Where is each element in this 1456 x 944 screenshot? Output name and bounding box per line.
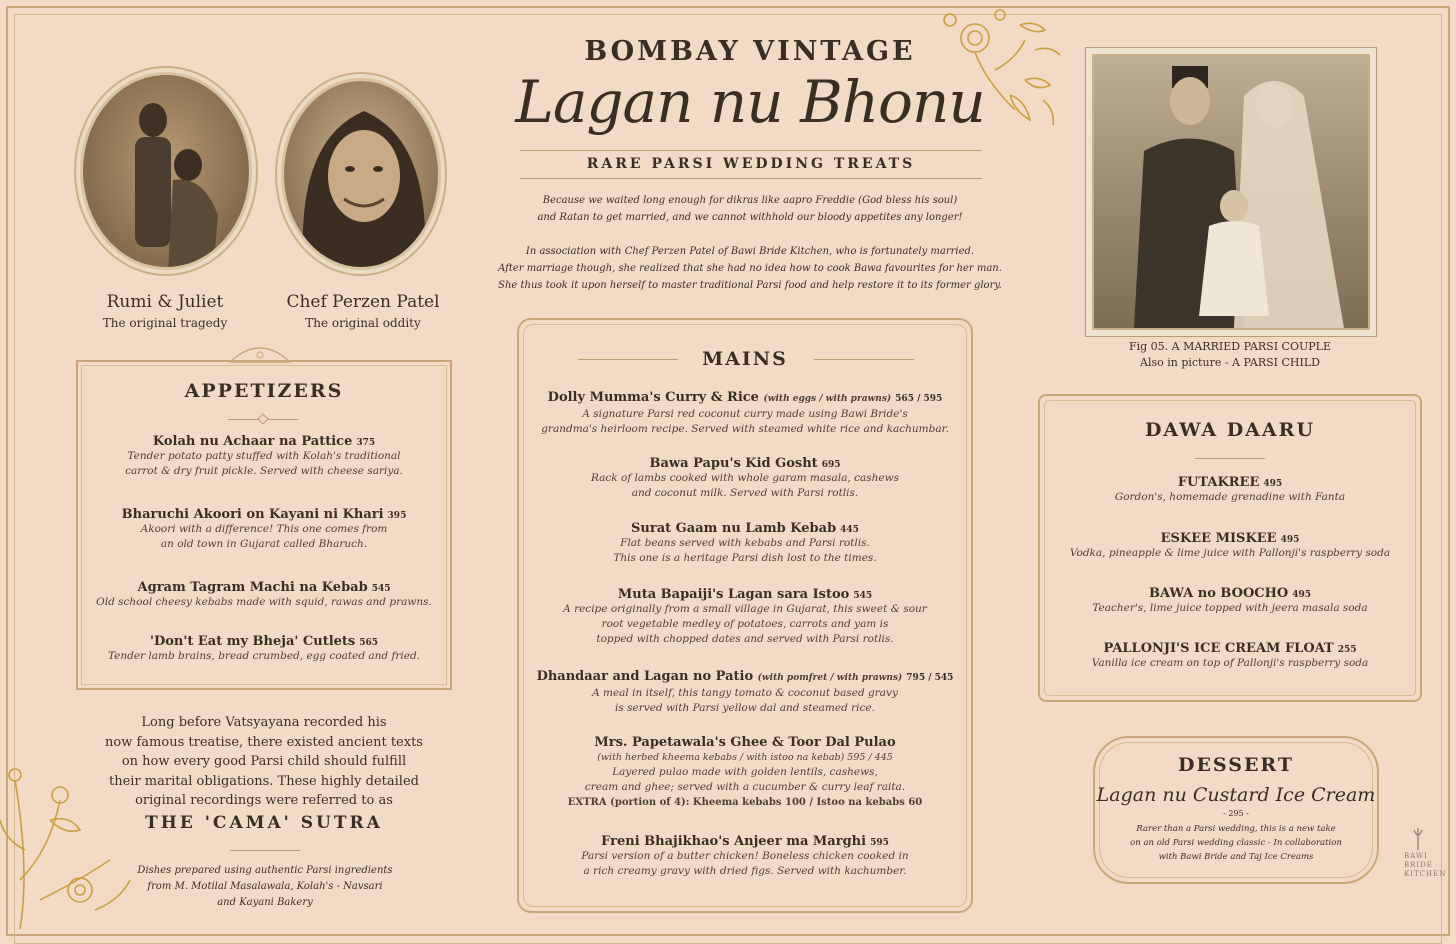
item-price: 375 [356,438,376,448]
item-description: Old school cheesy kebabs made with squid, rawas and prawns. [96,596,432,608]
item-description: Vodka, pineapple & lime juice with Pallonji's raspberry soda [1069,547,1391,559]
item-description: A signature Parsi red coconut curry made using Bawi Bride's [582,408,908,420]
portrait-caption: The original oddity [305,316,421,330]
photo-caption: Fig 05. A MARRIED PARSI COUPLE [1128,340,1332,353]
item-extra: EXTRA (portion of 4): Kheema kebabs 100 / Istoo na kebabs 60 [567,797,923,808]
item-price: 565 / 595 [895,394,943,404]
item-name: FUTAKREE [1177,475,1260,490]
item-description: This one is a heritage Parsi dish lost to the times. [613,552,877,564]
text-line: Dishes prepared using authentic Parsi ingredients [137,865,393,876]
cama-sutra-text [80,713,448,811]
item-description: Akoori with a difference! This one comes from [140,523,388,535]
item-price: 695 [821,460,841,470]
whisk-icon [1408,826,1428,852]
item-name: 'Don't Eat my Bheja' Cutlets [149,634,356,649]
logo-text: KITCHEN [1404,870,1447,878]
dessert-price: - 295 - [1223,809,1249,818]
parsi-couple-photo [1092,54,1370,330]
drink-item [1044,475,1416,505]
text-line: on an old Parsi wedding classic - In collaboration [1130,838,1342,848]
text-line: now famous treatise, there existed ancient texts [105,734,423,750]
item-price: 565 [359,638,379,648]
item-name: Bharuchi Akoori on Kayani ni Khari [121,507,384,522]
bawi-bride-logo [1404,826,1452,879]
item-description: Parsi version of a butter chicken! Boneless chicken cooked in [581,850,909,862]
item-description: an old town in Gujarat called Bharuch. [160,538,368,550]
text-line: Rarer than a Parsi wedding, this is a new take [1136,824,1336,834]
item-name: Dolly Mumma's Curry & Rice [547,390,759,405]
drink-item [1044,531,1416,561]
item-option: (with herbed kheema kebabs / with istoo na kebab) 595 / 445 [597,752,893,763]
item-price: 445 [840,525,859,535]
item-description: and coconut milk. Served with Parsi rotlis. [631,487,859,499]
intro-line: After marriage though, she realized that she had no idea how to cook Bawa favourites for her man. [498,263,1002,274]
intro-line: Because we waited long enough for dikras like aapro Freddie (God bless his soul) [542,195,958,206]
menu-item [525,735,965,810]
menu-item [525,456,965,501]
item-option: (with pomfret / with prawns) [757,673,903,683]
portrait-rumi-juliet [80,72,252,270]
divider [520,178,982,179]
item-name: BAWA no BOOCHO [1148,586,1289,601]
item-name: Dhandaar and Lagan no Patio [536,669,754,684]
text-line: and Kayani Bakery [217,897,313,908]
item-name: Surat Gaam nu Lamb Kebab [631,521,837,536]
portrait-name: Rumi & Juliet [106,292,224,312]
item-name: ESKEE MISKEE [1160,531,1277,546]
menu-item [525,587,965,647]
text-line: original recordings were referred to as [135,793,393,808]
logo-text: BAWI [1404,852,1428,860]
intro-text [460,192,1040,226]
item-description: Teacher's, lime juice topped with jeera masala soda [1092,602,1368,614]
item-description: topped with chopped dates and served with Parsi rotlis. [596,633,894,645]
intro-line: In association with Chef Perzen Patel of Bawi Bride Kitchen, who is fortunately married. [525,246,975,257]
section-title: DAWA DAARU [1144,419,1316,441]
item-name: Kolah nu Achaar na Pattice [152,434,353,449]
text-line: Long before Vatsyayana recorded his [141,715,387,730]
dessert-name: Lagan nu Custard Ice Cream [1096,784,1376,806]
item-name: Agram Tagram Machi na Kebab [137,580,368,595]
menu-item [525,834,965,879]
menu-item [82,580,446,610]
item-description: root vegetable medley of potatoes, carrots and yam is [601,618,889,630]
text-line: on how every good Parsi child should fulfill [121,754,407,769]
item-description: Rack of lambs cooked with whole garam masala, cashews [591,472,899,484]
item-description: grandma's heirloom recipe. Served with steamed white rice and kachumbar. [541,423,949,435]
menu-item [82,634,446,664]
logo-text: BRIDE [1404,861,1433,869]
item-description: Tender potato patty stuffed with Kolah's traditional [127,450,401,462]
menu-item [82,507,446,552]
item-description: cream and ghee; served with a cucumber & curry leaf raita. [584,781,906,793]
item-description: A meal in itself, this tangy tomato & coconut based gravy [592,687,898,699]
item-price: 255 [1337,645,1357,655]
item-option: (with eggs / with prawns) [763,394,892,404]
item-price: 495 [1292,590,1312,600]
item-price: 795 / 545 [906,673,954,683]
intro-line: She thus took it upon herself to master traditional Parsi food and help restore it to its former glory. [498,280,1002,291]
item-description: Vanilla ice cream on top of Pallonji's raspberry soda [1091,657,1369,669]
text-line: from M. Motilal Masalawala, Kolah's - Navsari [147,881,383,892]
section-title: MAINS [702,348,788,370]
cama-sutra-heading: THE 'CAMA' SUTRA [145,813,383,833]
item-name: Bawa Papu's Kid Gosht [649,456,818,471]
item-description: Gordon's, homemade grenadine with Fanta [1114,491,1346,503]
item-description: carrot & dry fruit pickle. Served with cheese sariya. [125,465,403,477]
menu-subtitle: RARE PARSI WEDDING TREATS [586,156,916,172]
text-line: with Bawi Bride and Taj Ice Creams [1158,852,1314,862]
item-description: a rich creamy gravy with dried figs. Served with kachumber. [583,865,907,877]
menu-item [82,434,446,479]
portrait-chef-perzen [281,78,441,270]
item-name: Freni Bhajikhao's Anjeer ma Marghi [601,834,867,849]
menu-title: Lagan nu Bhonu [515,68,985,136]
section-title: APPETIZERS [184,380,344,402]
divider [520,150,982,151]
text-line: their marital obligations. These highly detailed [109,773,419,789]
photo-caption: Also in picture - A PARSI CHILD [1140,356,1320,369]
portrait-caption: The original tragedy [102,316,228,330]
item-price: 495 [1280,535,1300,545]
intro-text [460,243,1040,294]
menu-item [525,390,965,437]
item-price: 545 [371,584,391,594]
section-title: DESSERT [1177,754,1295,776]
menu-item [525,521,965,566]
item-price: 495 [1263,479,1283,489]
item-description: Flat beans served with kebabs and Parsi rotlis. [620,537,870,549]
item-description: A recipe originally from a small village in Gujarat, this sweet & sour [563,603,927,615]
item-name: Muta Bapaiji's Lagan sara Istoo [617,587,850,602]
portrait-name: Chef Perzen Patel [286,292,440,312]
divider [230,850,300,851]
menu-item [525,669,965,716]
item-name: Mrs. Papetawala's Ghee & Toor Dal Pulao [594,735,896,750]
item-description: is served with Parsi yellow dal and steamed rice. [615,702,875,714]
drink-item [1044,586,1416,616]
drink-item [1044,641,1416,671]
intro-line: and Ratan to get married, and we cannot withhold our bloody appetites any longer! [537,212,963,223]
item-price: 545 [853,591,873,601]
item-price: 595 [870,838,889,848]
divider [1195,458,1265,459]
item-name: PALLONJI'S ICE CREAM FLOAT [1103,641,1334,656]
dessert-description [1100,822,1372,864]
ingredients-note [100,863,430,911]
item-description: Layered pulao made with golden lentils, cashews, [612,766,878,778]
item-description: Tender lamb brains, bread crumbed, egg coated and fried. [107,650,421,662]
item-price: 395 [387,511,407,521]
brand-name: BOMBAY VINTAGE [584,36,916,67]
